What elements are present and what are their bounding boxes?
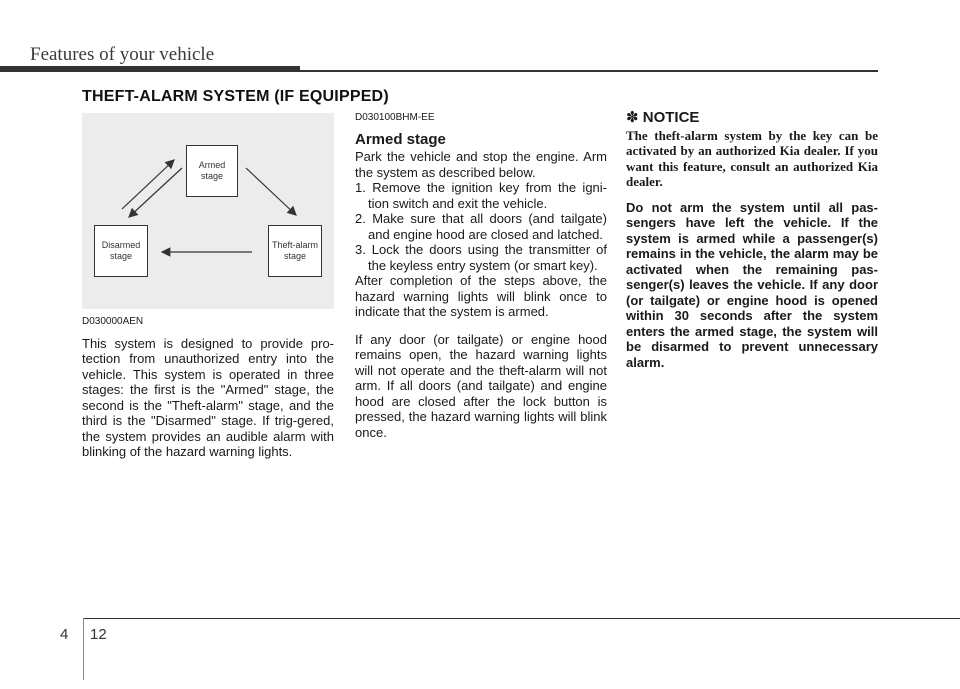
notice-title: ✽ NOTICE [626, 109, 700, 126]
notice-box [626, 110, 878, 370]
armed-stage-heading: Armed stage [355, 130, 446, 148]
column-armed-stage [355, 110, 607, 440]
diagram-arrows [82, 113, 334, 309]
footer-divider [83, 618, 84, 680]
arming-step: 1. Remove the ignition key from the igni-tion switch and exit the vehicle. [355, 180, 607, 211]
theft-alarm-stage-label: Theft-alarm stage [271, 240, 318, 261]
armed-result-paragraph: After completion of the steps above, the hazard warning lights will blink once to indicate that the system is armed. [355, 273, 607, 319]
arming-steps [355, 180, 607, 273]
disarmed-stage-label: Disarmed stage [101, 240, 141, 261]
disarmed-stage-box [94, 225, 148, 277]
section-code: D030000AEN [82, 316, 144, 327]
notice-dealer-text: The theft-alarm system by the key can be activated by an authorized Kia dealer. If you want this feature, consult an authorized Kia dealer. [626, 127, 878, 189]
footer-rule [84, 618, 960, 619]
armed-intro: Park the vehicle and stop the engine. Arm the system as described below. [355, 149, 607, 180]
arming-step: 2. Make sure that all doors (and tailgate) and engine hood are closed and latched. [355, 211, 607, 242]
theft-alarm-stage-box [268, 225, 322, 277]
intro-paragraph: This system is designed to provide pro-tection from unauthorized entry into the vehicle. This system is operated in three stages: the first is the "Armed" stage, the second is the "Theft-alarm" stage, and the third is the "Disarmed" stage. If trig-gered, the system provides an audible alarm with blinking of the hazard warning lights. [82, 335, 334, 459]
arming-step: 3. Lock the doors using the transmitter of the keyless entry system (or smart key). [355, 242, 607, 273]
armed-code: D030100BHM-EE [355, 112, 435, 123]
arrow-armed-to-theft [246, 168, 296, 215]
chapter-number: 4 [60, 626, 69, 643]
arrow-disarmed-to-armed [122, 160, 174, 209]
notice-warning-text: Do not arm the system until all pas-sengers have left the vehicle. If the system is armed while a passenger(s) remains in the vehicle, the alarm may be activated when the remaining pas-senger(s) leaves the vehicle. If any door (or tailgate) or engine hood is opened within 30 seconds after the system enters the armed stage, the system will be disarmed to prevent unnecessary alarm. [626, 199, 878, 370]
page-number: 12 [90, 626, 107, 643]
header-rule [300, 70, 878, 72]
armed-stage-label: Armed stage [198, 160, 226, 181]
armed-stage-box [186, 145, 238, 197]
header-bar [0, 66, 300, 72]
stage-diagram [82, 113, 334, 309]
armed-open-door-paragraph: If any door (or tailgate) or engine hood remains open, the hazard warning lights will not operate and the theft-alarm will not arm. If all doors (and tailgate) and engine hood are closed after the lock button is pressed, the hazard warning lights will blink once. [355, 331, 607, 440]
arrow-armed-to-disarmed [129, 168, 182, 217]
header-title: Features of your vehicle [30, 44, 215, 65]
column-intro [82, 314, 334, 460]
section-title: THEFT-ALARM SYSTEM (IF EQUIPPED) [82, 88, 389, 105]
